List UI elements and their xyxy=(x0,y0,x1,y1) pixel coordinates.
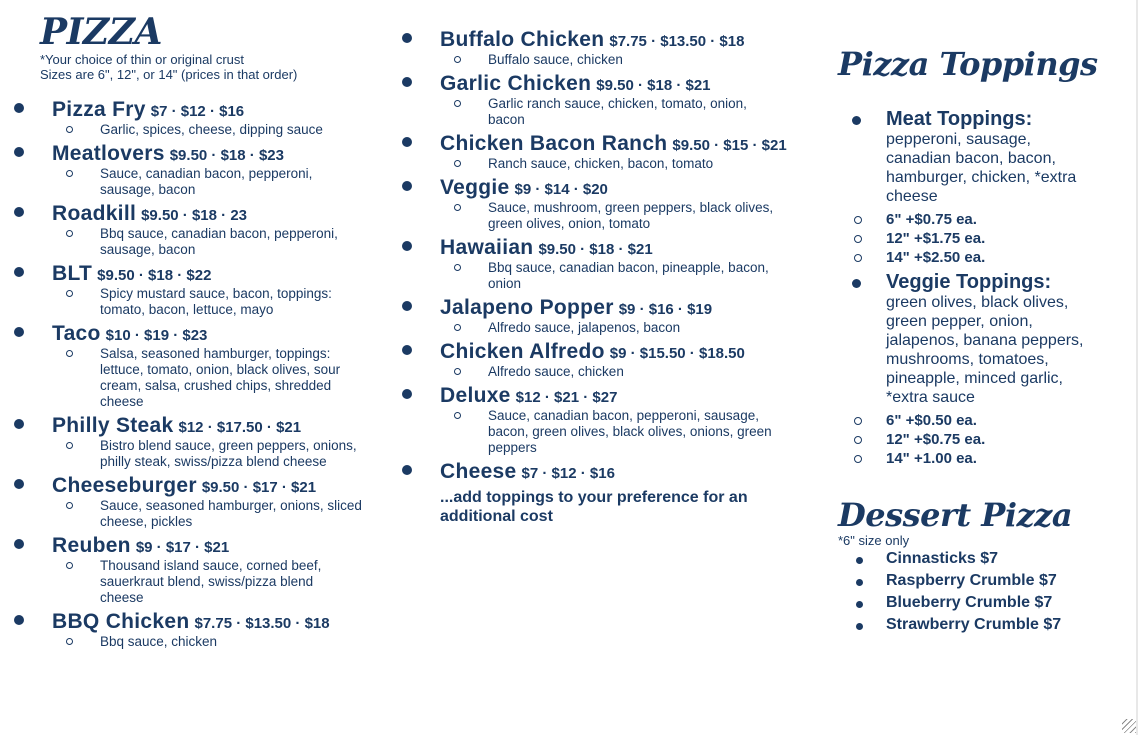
bullet-icon xyxy=(402,137,412,147)
bullet-icon xyxy=(402,389,412,399)
dessert-item: Blueberry Crumble $7 xyxy=(838,592,1108,614)
item-name: Cheese xyxy=(440,460,517,483)
item-description xyxy=(440,260,832,292)
veggie-toppings xyxy=(838,271,1108,407)
description-line: Thousand island sauce, corned beef, xyxy=(100,558,322,573)
item-description xyxy=(52,122,414,138)
item-price: $9 · $16 · $19 xyxy=(618,301,713,318)
description-line: cheese, pickles xyxy=(100,514,193,529)
veggie-toppings-title: Veggie Toppings: xyxy=(886,271,1052,293)
item-price: $9.50 · $15 · $21 xyxy=(672,137,787,154)
circle-bullet-icon xyxy=(454,324,461,331)
pizza-column-1 xyxy=(14,12,414,654)
menu-item xyxy=(14,98,414,138)
description-line: Bbq sauce, canadian bacon, pepperoni, xyxy=(100,226,338,241)
bullet-icon xyxy=(856,557,863,564)
veggie-size-prices xyxy=(838,411,1108,468)
circle-bullet-icon xyxy=(454,264,461,271)
item-description xyxy=(440,52,832,68)
description-line: Bbq sauce, canadian bacon, pineapple, bacon, xyxy=(488,260,769,275)
circle-bullet-icon xyxy=(66,442,73,449)
bullet-icon xyxy=(852,116,861,125)
item-price: $9.50 · $18 · $23 xyxy=(169,147,284,164)
item-name: Reuben xyxy=(52,534,131,557)
description-line: Alfredo sauce, chicken xyxy=(488,364,624,379)
item-description xyxy=(440,96,832,128)
item-price: $9.50 · $17 · $21 xyxy=(201,479,317,496)
menu-item xyxy=(14,202,414,258)
description-line: Sauce, mushroom, green peppers, black olives, xyxy=(488,200,774,215)
description-line: Spicy mustard sauce, bacon, toppings: xyxy=(100,286,332,301)
pizza-title: PIZZA xyxy=(40,11,162,53)
bullet-icon xyxy=(402,465,412,475)
meat-toppings xyxy=(838,108,1108,206)
menu-item xyxy=(14,534,414,606)
menu-item xyxy=(14,322,414,410)
circle-bullet-icon xyxy=(66,638,73,645)
menu-item xyxy=(402,296,832,336)
meat-toppings-list: pepperoni, sausage, canadian bacon, bacon, hamburger, chicken, *extra cheese xyxy=(886,131,1077,205)
item-name: Buffalo Chicken xyxy=(440,28,605,51)
item-description xyxy=(52,166,414,198)
item-description xyxy=(440,320,832,336)
description-line: lettuce, tomato, onion, black olives, sour xyxy=(100,362,341,377)
item-price: $9.50 · $18 · $22 xyxy=(97,267,212,284)
menu-item xyxy=(14,414,414,470)
circle-bullet-icon xyxy=(454,368,461,375)
description-line: Sauce, canadian bacon, pepperoni, xyxy=(100,166,313,181)
item-description xyxy=(440,364,832,380)
item-price: $10 · $19 · $23 xyxy=(105,327,208,344)
menu-item xyxy=(402,132,832,172)
item-price: $9.50 · $18 · $21 xyxy=(538,241,653,258)
menu-item xyxy=(402,384,832,456)
bullet-icon xyxy=(402,181,412,191)
bullet-icon xyxy=(14,103,24,113)
item-description xyxy=(440,156,832,172)
circle-bullet-icon xyxy=(854,455,862,463)
dessert-list xyxy=(838,548,1108,636)
item-price: $9 · $14 · $20 xyxy=(514,181,608,198)
description-line: peppers xyxy=(488,440,537,455)
item-price: $7 · $12 · $16 xyxy=(150,103,245,120)
circle-bullet-icon xyxy=(454,412,461,419)
item-name: Deluxe xyxy=(440,384,511,407)
item-name: BLT xyxy=(52,262,93,285)
description-line: bacon xyxy=(488,112,525,127)
bullet-icon xyxy=(402,33,412,43)
menu-item xyxy=(14,262,414,318)
description-line: Sauce, canadian bacon, pepperoni, sausage, xyxy=(488,408,759,423)
menu-item xyxy=(402,28,832,68)
circle-bullet-icon xyxy=(66,230,73,237)
pizza-list-1 xyxy=(14,98,414,650)
item-price: $7 · $12 · $16 xyxy=(521,465,615,482)
bullet-icon xyxy=(856,623,863,630)
description-line: Bistro blend sauce, green peppers, onions, xyxy=(100,438,357,453)
item-price: $12 · $21 · $27 xyxy=(515,389,618,406)
description-line: sauerkraut blend, swiss/pizza blend xyxy=(100,574,314,589)
item-name: Pizza Fry xyxy=(52,98,146,121)
description-line: cheese xyxy=(100,394,144,409)
circle-bullet-icon xyxy=(66,170,73,177)
circle-bullet-icon xyxy=(854,216,862,224)
item-description xyxy=(440,200,832,232)
bullet-icon xyxy=(14,267,24,277)
size-price: 6" +$0.75 ea. xyxy=(838,210,1108,229)
menu-item xyxy=(402,236,832,292)
item-description xyxy=(52,438,414,470)
description-line: Buffalo sauce, chicken xyxy=(488,52,623,67)
item-name: Hawaiian xyxy=(440,236,534,259)
dessert-item: Strawberry Crumble $7 xyxy=(838,614,1108,636)
description-line: sausage, bacon xyxy=(100,242,196,257)
item-price: $7.75 · $13.50 · $18 xyxy=(194,615,330,632)
bullet-icon xyxy=(14,207,24,217)
description-line: Garlic, spices, cheese, dipping sauce xyxy=(100,122,323,137)
resize-grip-icon[interactable] xyxy=(1122,719,1136,733)
item-name: Veggie xyxy=(440,176,510,199)
circle-bullet-icon xyxy=(454,204,461,211)
description-line: bacon, green olives, black olives, onions, green xyxy=(488,424,772,439)
circle-bullet-icon xyxy=(854,417,862,425)
dessert-note: *6" size only xyxy=(838,533,910,548)
item-description xyxy=(52,226,414,258)
bullet-icon xyxy=(14,419,24,429)
item-name: Cheeseburger xyxy=(52,474,197,497)
description-line: green olives, onion, tomato xyxy=(488,216,651,231)
item-description xyxy=(52,558,414,606)
item-price: $9 · $17 · $21 xyxy=(135,539,230,556)
bullet-icon xyxy=(402,345,412,355)
circle-bullet-icon xyxy=(66,502,73,509)
item-price: $12 · $17.50 · $21 xyxy=(178,419,302,436)
item-name: BBQ Chicken xyxy=(52,610,190,633)
size-price: 12" +$0.75 ea. xyxy=(838,430,1108,449)
description-line: cheese xyxy=(100,590,144,605)
item-name: Roadkill xyxy=(52,202,137,225)
menu-item xyxy=(14,142,414,198)
circle-bullet-icon xyxy=(854,254,862,262)
circle-bullet-icon xyxy=(66,562,73,569)
size-price: 6" +$0.50 ea. xyxy=(838,411,1108,430)
bullet-icon xyxy=(402,301,412,311)
description-line: Bbq sauce, chicken xyxy=(100,634,218,649)
bullet-icon xyxy=(14,327,24,337)
item-name: Jalapeno Popper xyxy=(440,296,614,319)
description-line: sausage, bacon xyxy=(100,182,196,197)
menu-item xyxy=(402,176,832,232)
item-name: Garlic Chicken xyxy=(440,72,592,95)
item-description xyxy=(52,286,414,318)
item-name: Taco xyxy=(52,322,101,345)
bullet-icon xyxy=(14,147,24,157)
menu-item xyxy=(402,340,832,380)
item-description xyxy=(52,498,414,530)
item-name: Philly Steak xyxy=(52,414,174,437)
dessert-item: Raspberry Crumble $7 xyxy=(838,570,1108,592)
circle-bullet-icon xyxy=(454,100,461,107)
description-line: Ranch sauce, chicken, bacon, tomato xyxy=(488,156,714,171)
size-price: 14" +$2.50 ea. xyxy=(838,248,1108,267)
item-name: Chicken Bacon Ranch xyxy=(440,132,668,155)
dessert-title: Dessert Pizza xyxy=(838,496,1073,534)
veggie-toppings-list: green olives, black olives, green pepper, onion, jalapenos, banana peppers, mushrooms, tomatoes, pineapple, minced garlic, *extra sauce xyxy=(886,294,1084,406)
circle-bullet-icon xyxy=(66,126,73,133)
meat-toppings-title: Meat Toppings: xyxy=(886,108,1033,130)
item-description xyxy=(440,408,832,456)
circle-bullet-icon xyxy=(854,235,862,243)
meat-size-prices xyxy=(838,210,1108,267)
menu-item xyxy=(402,460,832,484)
sizes-note: Sizes are 6", 12", or 14" (prices in that order) xyxy=(40,67,298,82)
item-price: $9.50 · $18 · 23 xyxy=(141,207,248,224)
item-name: Chicken Alfredo xyxy=(440,340,605,363)
description-line: Salsa, seasoned hamburger, toppings: xyxy=(100,346,331,361)
circle-bullet-icon xyxy=(454,160,461,167)
description-line: Alfredo sauce, jalapenos, bacon xyxy=(488,320,681,335)
item-price: $9 · $15.50 · $18.50 xyxy=(609,345,745,362)
menu-item xyxy=(14,474,414,530)
item-description xyxy=(52,634,414,650)
bullet-icon xyxy=(856,601,863,608)
menu-item xyxy=(14,610,414,650)
bullet-icon xyxy=(856,579,863,586)
size-price: 12" +$1.75 ea. xyxy=(838,229,1108,248)
bullet-icon xyxy=(852,279,861,288)
bullet-icon xyxy=(14,479,24,489)
bullet-icon xyxy=(14,615,24,625)
pizza-list-2 xyxy=(402,28,832,484)
bullet-icon xyxy=(14,539,24,549)
circle-bullet-icon xyxy=(66,290,73,297)
description-line: Sauce, seasoned hamburger, onions, sliced xyxy=(100,498,362,513)
addon-note: ...add toppings to your preference for an additional cost xyxy=(440,489,748,525)
bullet-icon xyxy=(402,77,412,87)
circle-bullet-icon xyxy=(66,350,73,357)
toppings-column xyxy=(838,44,1108,636)
description-line: tomato, bacon, lettuce, mayo xyxy=(100,302,274,317)
description-line: onion xyxy=(488,276,522,291)
bullet-icon xyxy=(402,241,412,251)
item-price: $9.50 · $18 · $21 xyxy=(596,77,711,94)
description-line: Garlic ranch sauce, chicken, tomato, onion, xyxy=(488,96,747,111)
dessert-item: Cinnasticks $7 xyxy=(838,548,1108,570)
item-name: Meatlovers xyxy=(52,142,165,165)
size-price: 14" +1.00 ea. xyxy=(838,449,1108,468)
crust-note: *Your choice of thin or original crust xyxy=(40,52,245,67)
pizza-column-2 xyxy=(402,28,832,526)
description-line: cream, salsa, crushed chips, shredded xyxy=(100,378,332,393)
item-price: $7.75 · $13.50 · $18 xyxy=(609,33,745,50)
item-description xyxy=(52,346,414,410)
circle-bullet-icon xyxy=(854,436,862,444)
menu-item xyxy=(402,72,832,128)
circle-bullet-icon xyxy=(454,56,461,63)
description-line: philly steak, swiss/pizza blend cheese xyxy=(100,454,327,469)
toppings-title: Pizza Toppings xyxy=(838,45,1098,83)
